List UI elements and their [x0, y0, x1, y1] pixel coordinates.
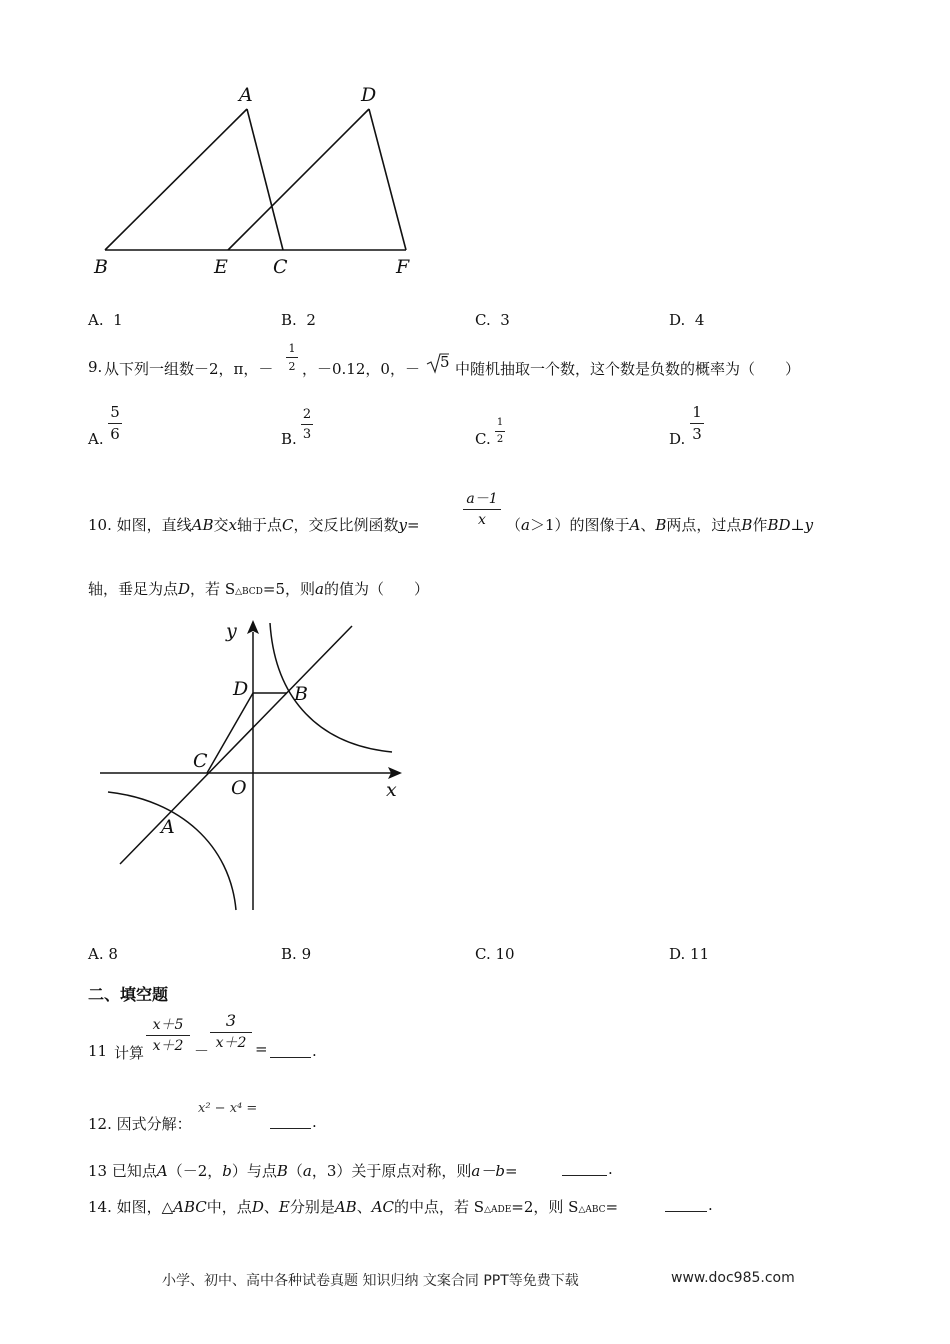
q8-option-b[interactable]: B. 2 — [281, 311, 316, 329]
q14-end: . — [708, 1196, 713, 1214]
label-A: A — [161, 816, 175, 838]
label-C: C — [193, 750, 208, 772]
q14-text: 14. 如图，△ABC中，点D、E分别是AB、AC的中点，若 S△ADE=2，则 S△ABC= — [88, 1198, 619, 1216]
label-y: y — [226, 620, 237, 642]
q9-number: 9. — [88, 358, 103, 376]
q9-suffix: 中随机抽取一个数，这个数是负数的概率为（ ） — [455, 360, 801, 378]
q9-prefix: 从下列一组数－2，π，－ — [104, 360, 274, 378]
q12-text: 12. 因式分解： — [88, 1115, 192, 1133]
q14-answer-blank[interactable] — [665, 1199, 707, 1212]
label-B: B — [94, 256, 108, 278]
label-O: O — [231, 777, 247, 799]
q10-option-c[interactable]: C. 10 — [475, 945, 515, 963]
q9-option-c-fraction: 1 2 — [496, 417, 504, 445]
q10-line-1-rest: （a＞1）的图像于A、B两点，过点B作BD⊥y — [506, 516, 814, 534]
q10-function-fraction: a－1 x — [463, 492, 501, 527]
q13-answer-blank[interactable] — [562, 1163, 607, 1176]
q9-option-a-fraction: 5 6 — [108, 405, 122, 442]
label-F: F — [396, 256, 410, 278]
label-C: C — [273, 256, 288, 278]
q9-option-b-fraction: 2 3 — [302, 407, 312, 442]
q9-sqrt-value: 5 — [440, 353, 450, 371]
q12-end: . — [312, 1113, 317, 1131]
q10-line-2: 轴，垂足为点D，若 S△BCD=5，则a的值为（ ） — [88, 580, 429, 598]
q11-answer-blank[interactable] — [270, 1045, 311, 1058]
q11-minus: － — [194, 1042, 210, 1060]
q8-option-d[interactable]: D. 4 — [669, 311, 705, 329]
q11-end: . — [312, 1042, 317, 1060]
label-B: B — [294, 683, 308, 705]
q13-end: . — [608, 1160, 613, 1178]
q12-answer-blank[interactable] — [270, 1116, 311, 1129]
footer-url[interactable]: www.doc985.com — [671, 1270, 795, 1286]
q8-option-a[interactable]: A. 1 — [88, 311, 123, 329]
q9-fraction: 1 2 — [286, 343, 298, 372]
q9-option-d-fraction: 1 3 — [690, 405, 704, 442]
q10-line-1: 10. 如图，直线AB交x轴于点C，交反比例函数y= — [88, 516, 420, 534]
section-title: 二、填空题 — [88, 985, 169, 1004]
footer-text: 小学、初中、高中各种试卷真题 知识归纳 文案合同 PPT等免费下载 — [162, 1273, 579, 1289]
q11-number: 11 — [88, 1042, 108, 1060]
q10-option-a[interactable]: A. 8 — [88, 945, 118, 963]
q9-middle: ，－0.12，0，－ — [302, 360, 420, 378]
label-D: D — [233, 678, 249, 700]
q10-option-d[interactable]: D. 11 — [669, 945, 710, 963]
q11-text: 计算 — [114, 1044, 145, 1062]
q11-equals: = — [255, 1040, 268, 1058]
q11-fraction-2: 3 x＋2 — [210, 1013, 252, 1050]
q11-fraction-1: x＋5 x＋2 — [146, 1018, 190, 1053]
label-x: x — [386, 779, 397, 801]
q8-option-c[interactable]: C. 3 — [475, 311, 510, 329]
label-A: A — [239, 84, 253, 106]
label-E: E — [214, 256, 228, 278]
q12-expression: x² − x⁴ = — [198, 1101, 258, 1116]
q13-text: 13 已知点A（－2，b）与点B（a，3）关于原点对称，则a－b= — [88, 1162, 518, 1180]
q10-option-b[interactable]: B. 9 — [281, 945, 312, 963]
label-D: D — [361, 84, 377, 106]
